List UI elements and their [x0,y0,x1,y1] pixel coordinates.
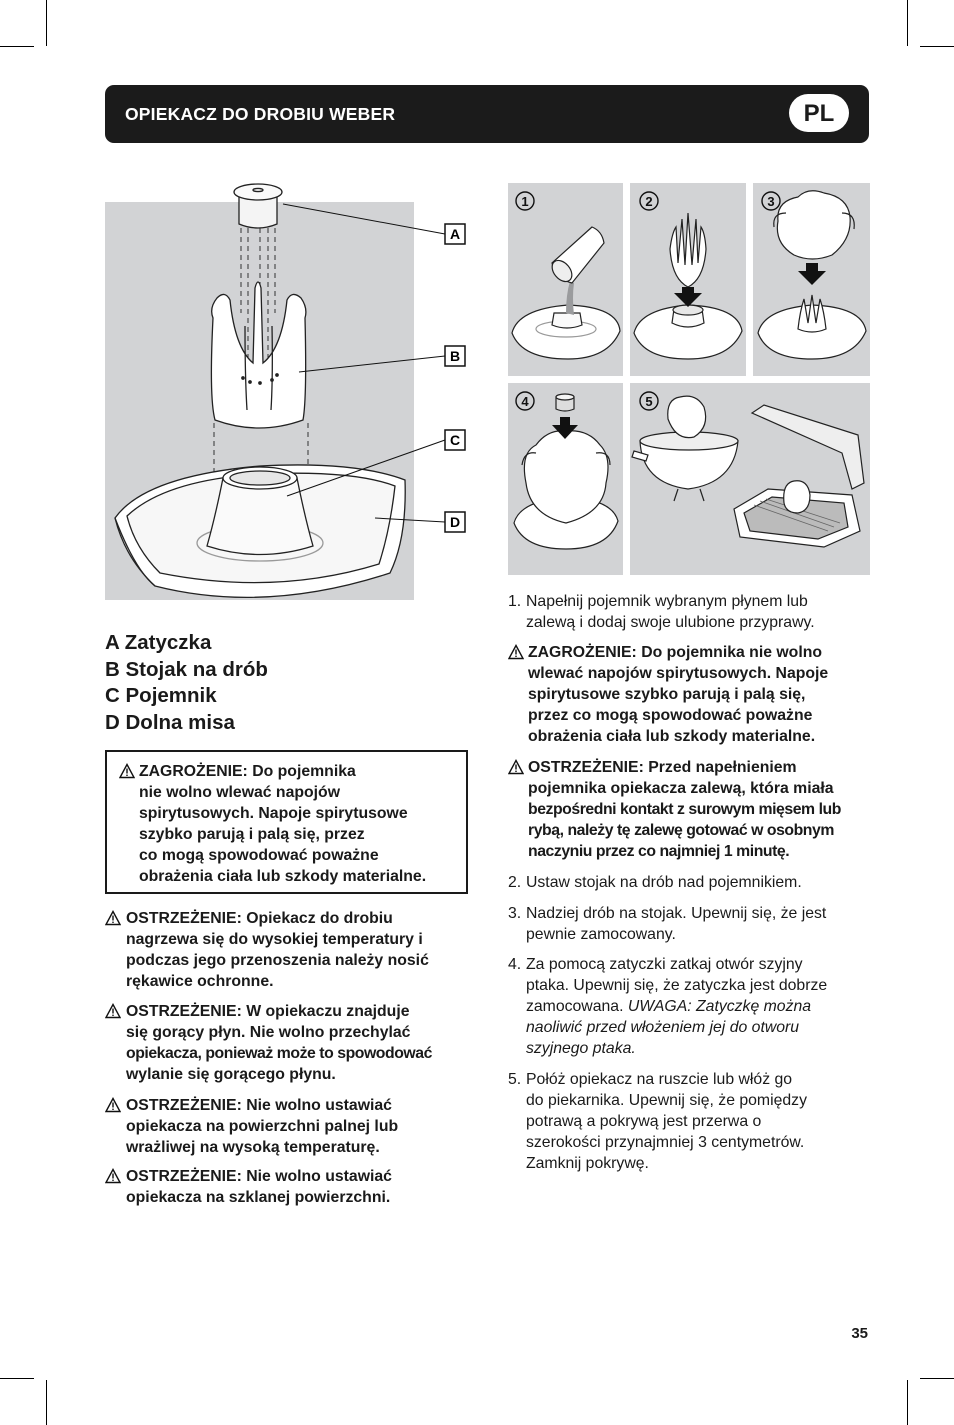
step-number: 1. [508,593,522,610]
warning-icon [508,644,524,660]
warning-hot-surface: OSTRZEŻENIE: Opiekacz do drobiu nagrzewa się do wysokiej temperatury i podczas jego przenoszenia należy nosić rękawice ochronne. [105,908,429,992]
callout-labels [445,224,465,532]
step-badge-3: 3 [767,194,775,209]
warning-icon [508,759,524,775]
steps-illustration [508,183,870,575]
step-marinade-warning: OSTRZEŻENIE: Przed napełnieniem pojemnika opiekacza zalewą, która miała bezpośredni kontakt z surowym mięsem lub rybą, należy tę zalewę gotować w osobnym naczyniu przez co najmniej 1 minutę. [508,757,841,862]
crop-mark [920,1378,954,1379]
callout-a: A [449,226,461,242]
crop-mark [920,46,954,47]
crop-mark [907,0,908,46]
crop-mark [46,0,47,46]
step-2: 2. Ustaw stojak na drób nad pojemnikiem. [508,874,802,891]
step-1: 1. Napełnij pojemnik wybranym płynem lub zalewą i dodaj swoje ulubione przyprawy. [508,593,815,631]
step-number: 2. [508,874,522,891]
step-5: 5. Połóż opiekacz na ruszcie lub włóż go do piekarnika. Upewnij się, że pomiędzy potrawą a pokrywą jest przerwa o szerokości przynajmniej 3 centymetrów. Zamknij pokrywę. [508,1071,807,1172]
callout-d: D [449,514,461,530]
warning-hot-liquid: OSTRZEŻENIE: W opiekaczu znajduje się gorący płyn. Nie wolno przechylać opiekacza, ponieważ może to spowodować wylanie się gorącego płynu. [105,1001,432,1085]
step-number: 4. [508,956,522,973]
danger-box [105,750,468,894]
step-danger-warning: ZAGROŻENIE: Do pojemnika nie wolno wlewać napojów spirytusowych. Napoje spirytusowe szybko parują i palą się, przez co mogą spowodować poważne obrażenia ciała lub szkody materialne. [508,642,828,747]
step-4: 4. Za pomocą zatyczki zatkaj otwór szyjny ptaka. Upewnij się, że zatyczka jest dobrze zamocowana. UWAGA: Zatyczkę można naoliwić przed włożeniem jej do otworu szyjnego ptaka. [508,956,828,1057]
callout-b: B [449,348,461,364]
warning-icon [105,1097,121,1113]
step-number: 3. [508,905,522,922]
callout-c: C [449,432,461,448]
part-b: B Stojak na drób [105,657,268,681]
part-d: D Dolna misa [105,710,235,734]
part-a: A Zatyczka [105,631,212,654]
step-3: 3. Nadziej drób na stojak. Upewnij się, że jest pewnie zamocowany. [508,905,827,943]
warning-icon [119,763,135,779]
container-icon [207,467,313,555]
crop-mark [0,46,34,47]
crop-mark [907,1380,908,1425]
step-number: 5. [508,1071,522,1088]
danger-warning: ZAGROŻENIE: Do pojemnika nie wolno wlewać napojów spirytusowych. Napoje spirytusowe szybko parują i palą się, przez co mogą spowodować poważne obrażenia ciała lub szkody materialne. [119,761,426,887]
warning-icon [105,1003,121,1019]
warning-flammable-surface: OSTRZEŻENIE: Nie wolno ustawiać opiekacza na powierzchni palnej lub wrażliwej na wysoką temperaturę. [105,1095,398,1158]
step-badge-2: 2 [645,194,653,209]
warning-icon [105,1168,121,1184]
crop-mark [0,1378,34,1379]
poultry-stand-icon [211,282,306,428]
crop-mark [46,1380,47,1425]
language-badge: PL [789,94,849,132]
plug-icon [234,184,282,228]
step-4-note: UWAGA: Zatyczkę można [627,998,812,1015]
step-badge-4: 4 [521,394,529,409]
warning-icon [105,910,121,926]
step-badge-5: 5 [645,394,653,409]
parts-list [105,630,268,736]
page-number: 35 [851,1325,868,1342]
part-c: C Pojemnik [105,684,217,707]
warning-glass-surface: OSTRZEŻENIE: Nie wolno ustawiać opiekacza na szklanej powierzchni. [105,1166,392,1208]
step-badge-1: 1 [521,194,529,209]
page-header [105,85,869,143]
parts-diagram [105,178,475,608]
page-title: OPIEKACZ DO DROBIU WEBER [125,104,396,124]
